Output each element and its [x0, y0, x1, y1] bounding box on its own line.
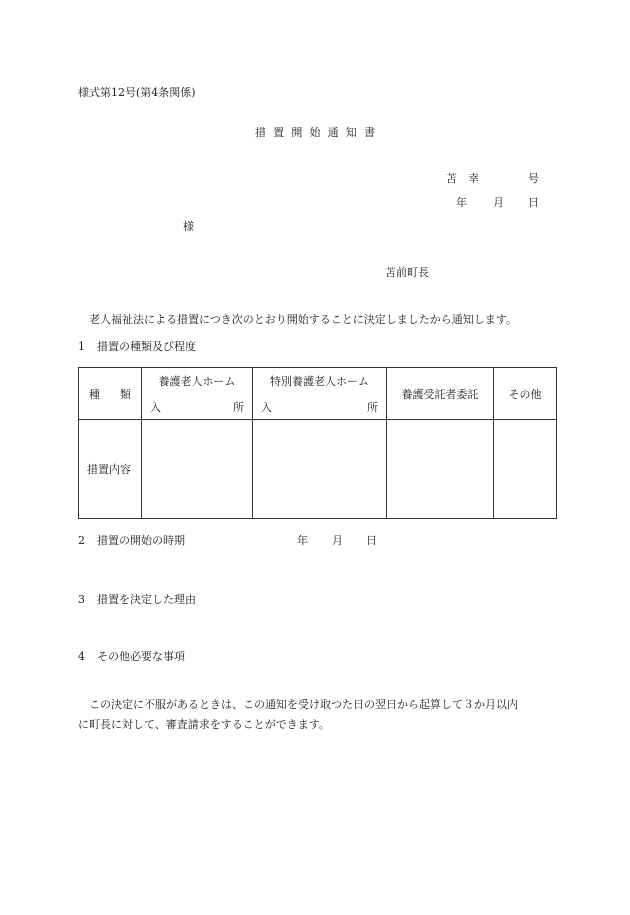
closing-line-2: に町長に対して、審査請求をすることができます。: [78, 718, 330, 731]
section-2-heading: [78, 534, 185, 548]
col-special-nursing-home: [253, 368, 387, 420]
section-label: 措置を決定した理由: [97, 593, 196, 606]
title-char: 開: [291, 126, 303, 139]
ref-prefix-2: 幸: [468, 172, 479, 185]
col-care-consignment: 養護受託者委託: [387, 368, 494, 420]
row-label-type: [79, 368, 142, 420]
title-char: 書: [363, 126, 375, 139]
col-line2b: 所: [367, 400, 378, 414]
measures-table: [78, 367, 557, 519]
section-label: 措置の種類及び程度: [97, 340, 196, 353]
row-label-text: 措置内容: [87, 463, 131, 476]
section-number: 2: [78, 534, 85, 547]
date-year: 年: [456, 196, 467, 209]
date-day: 日: [366, 534, 377, 547]
col-line2a: 入: [150, 400, 161, 414]
ref-suffix: 号: [528, 172, 539, 185]
table-row: [79, 420, 557, 519]
document-title: [255, 126, 375, 140]
form-number: 様式第12号(第4条関係): [78, 86, 196, 99]
col-nursing-home: [142, 368, 253, 420]
section-label: 措置の開始の時期: [97, 534, 185, 547]
label-char: 類: [120, 387, 131, 401]
section-number: 1: [78, 340, 85, 353]
title-char: 始: [309, 126, 321, 139]
start-date: [297, 534, 377, 548]
title-char: 通: [327, 126, 339, 139]
reference-number: [446, 172, 539, 186]
section-1-heading: [78, 340, 196, 354]
issue-date: [456, 196, 539, 210]
date-month: 月: [332, 534, 343, 547]
title-char: 置: [273, 126, 285, 139]
section-number: 3: [78, 593, 85, 606]
content-cell: [142, 420, 253, 519]
section-label: その他必要な事項: [97, 650, 185, 663]
addressee-honorific: 様: [183, 220, 194, 233]
content-cell: [253, 420, 387, 519]
col-line2b: 所: [233, 400, 244, 414]
title-char: 措: [255, 126, 266, 139]
col-line2a: 入: [261, 400, 272, 414]
label-char: 種: [89, 387, 100, 401]
intro-text: 老人福祉法による措置につき次のとおり開始することに決定しましたから通知します。: [89, 313, 517, 326]
col-line1: 養護老人ホーム: [158, 374, 236, 388]
ref-prefix-1: 苫: [446, 172, 457, 185]
date-month: 月: [493, 196, 504, 209]
date-day: 日: [528, 196, 539, 209]
content-cell: [387, 420, 494, 519]
col-line1: 特別養護老人ホーム: [270, 374, 369, 388]
title-char: 知: [345, 126, 357, 139]
table-row: [79, 368, 557, 420]
section-number: 4: [78, 650, 85, 663]
col-other: その他: [494, 368, 557, 420]
row-label-content: [79, 420, 142, 519]
closing-line-1: この決定に不服があるときは、この通知を受け取つた日の翌日から起算して３か月以内: [89, 698, 518, 711]
section-3-heading: [78, 593, 196, 607]
issuer-name: 苫前町長: [385, 266, 429, 279]
section-4-heading: [78, 650, 185, 664]
date-year: 年: [297, 534, 308, 547]
content-cell: [494, 420, 557, 519]
